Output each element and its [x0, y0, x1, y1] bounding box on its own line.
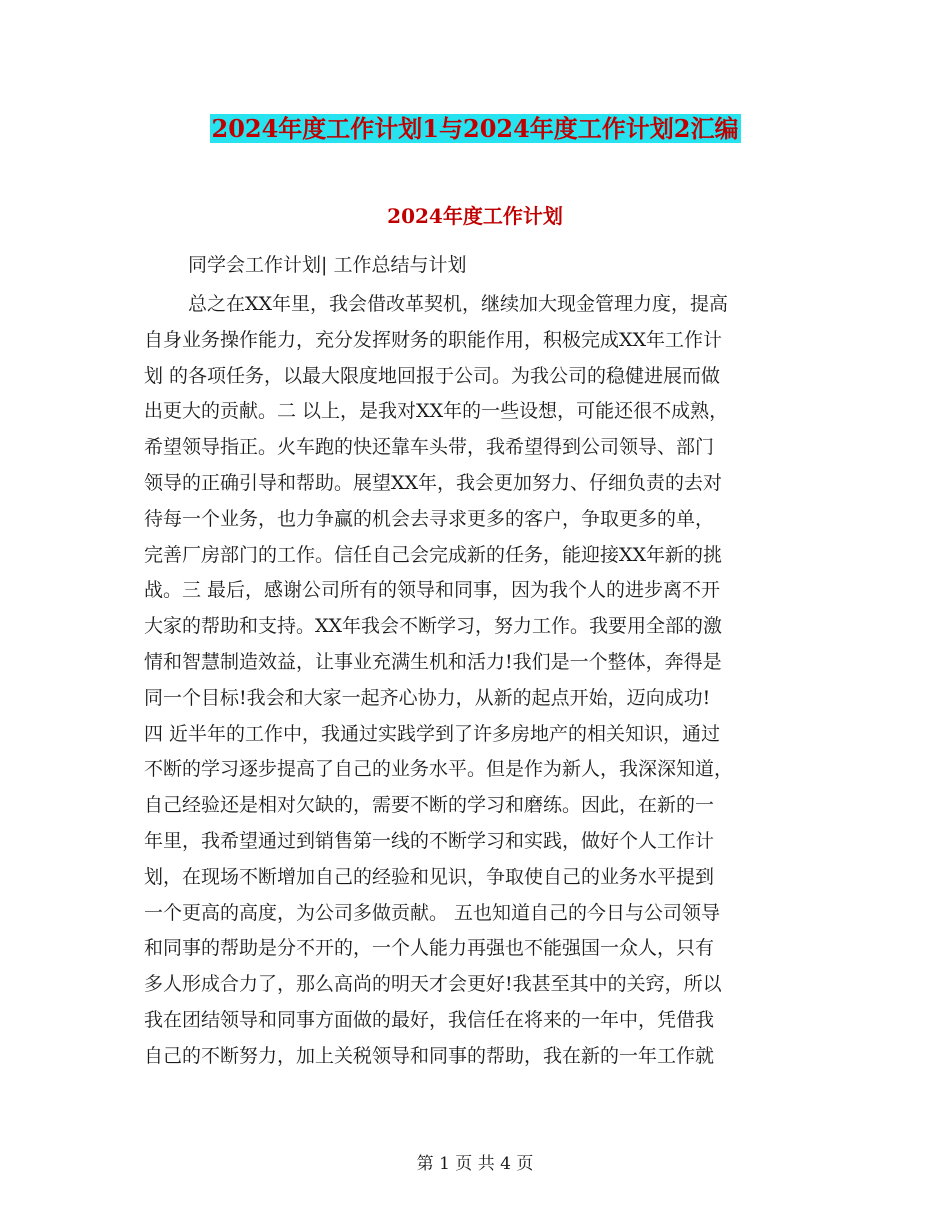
body-line: 多人形成合力了，那么高尚的明天才会更好!我甚至其中的关窍，所以 [144, 973, 722, 996]
body-line: 自己经验还是相对欠缺的，需要不断的学习和磨练。因此，在新的一 [144, 794, 715, 817]
subtitle-line: 同学会工作计划| 工作总结与计划 [188, 254, 467, 276]
body-line: 和同事的帮助是分不开的，一个人能力再强也不能强国一众人，只有 [144, 937, 715, 960]
body-line: 一个更高的高度，为公司多做贡献。 五也知道自己的今日与公司领导 [144, 901, 721, 924]
body-line: 自己的不断努力，加上关税领导和同事的帮助，我在新的一年工作就 [144, 1044, 715, 1067]
body-line: 自身业务操作能力，充分发挥财务的职能作用，积极完成XX年工作计 [144, 328, 723, 351]
body-line: 出更大的贡献。二 以上，是我对XX年的一些设想，可能还很不成熟， [144, 400, 729, 423]
body-line: 领导的正确引导和帮助。展望XX年，我会更加努力、仔细负责的去对 [144, 471, 723, 494]
section-title: 2024年度工作计划 [387, 204, 563, 228]
body-line: 划，在现场不断增加自己的经验和见识，争取使自己的业务水平提到 [144, 865, 715, 888]
body-line: 划 的各项任务，以最大限度地回报于公司。为我公司的稳健进展而做 [144, 364, 721, 387]
body-line: 希望领导指正。火车跑的快还靠车头带，我希望得到公司领导、部门 [144, 436, 715, 459]
body-line: 待每一个业务，也力争赢的机会去寻求更多的客户，争取更多的单， [144, 507, 715, 530]
body-line: 年里，我希望通过到销售第一线的不断学习和实践，做好个人工作计 [144, 829, 715, 852]
body-line: 情和智慧制造效益，让事业充满生机和活力!我们是一个整体，奔得是 [144, 650, 722, 673]
body-paragraph [144, 287, 806, 1075]
body-line: 战。三 最后，感谢公司所有的领导和同事，因为我个人的进步离不开 [144, 579, 721, 602]
main-title-text: 2024年度工作计划1与2024年度工作计划2汇编 [211, 114, 739, 143]
body-line: 我在团结领导和同事方面做的最好，我信任在将来的一年中，凭借我 [144, 1008, 715, 1031]
body-line: 四 近半年的工作中，我通过实践学到了许多房地产的相关知识，通过 [144, 722, 721, 745]
body-line: 总之在XX年里，我会借改革契机，继续加大现金管理力度，提高 [188, 293, 729, 315]
document-main-title [0, 112, 950, 146]
body-line: 同一个目标!我会和大家一起齐心协力，从新的起点开始，迈向成功! [144, 686, 711, 709]
body-line: 不断的学习逐步提高了自己的业务水平。但是作为新人，我深深知道， [144, 758, 734, 781]
page-footer: 第 1 页 共 4 页 [416, 1154, 534, 1174]
body-line: 大家的帮助和支持。XX年我会不断学习，努力工作。我要用全部的激 [144, 615, 723, 638]
body-line: 完善厂房部门的工作。信任自己会完成新的任务，能迎接XX年新的挑 [144, 543, 723, 566]
